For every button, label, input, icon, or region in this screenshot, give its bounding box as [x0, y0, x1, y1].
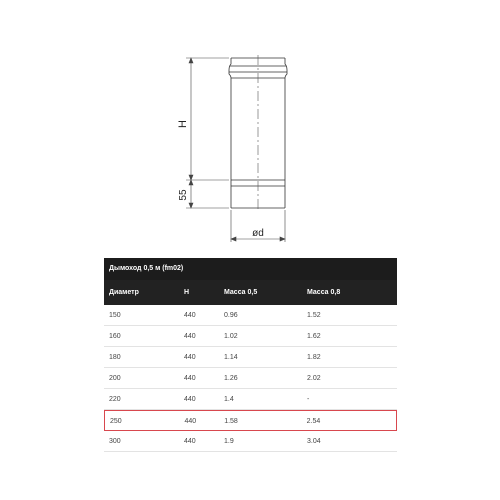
cell-mass-08: 1.52	[307, 312, 321, 319]
spec-table	[104, 258, 397, 452]
cell-h: 440	[184, 354, 196, 361]
cell-mass-05: 1.26	[224, 375, 238, 382]
cell-diameter: 220	[109, 396, 121, 403]
table-row	[104, 389, 397, 410]
cell-mass-08: 3.04	[307, 438, 321, 445]
cell-diameter: 200	[109, 375, 121, 382]
dimension-h	[189, 58, 193, 180]
header-h: H	[184, 289, 190, 296]
cell-mass-08: 2.02	[307, 375, 321, 382]
table-header	[104, 280, 397, 305]
extension-lines	[186, 58, 285, 242]
table-row	[104, 305, 397, 326]
table-title: Дымоход 0,5 м (fm02)	[104, 258, 397, 280]
cell-diameter: 150	[109, 312, 121, 319]
table-row	[104, 326, 397, 347]
cell-h: 440	[184, 312, 196, 319]
cell-mass-05: 0.96	[224, 312, 238, 319]
cell-mass-08: 2.54	[306, 418, 321, 425]
cell-h: 440	[184, 418, 197, 425]
diameter-label: ød	[252, 228, 264, 239]
table-row-highlighted	[104, 410, 397, 431]
table-row	[104, 431, 397, 452]
table-row	[104, 347, 397, 368]
cell-h: 440	[184, 396, 196, 403]
cell-mass-08: -	[307, 396, 310, 403]
cell-mass-05: 1.58	[224, 418, 238, 425]
cell-h: 440	[184, 375, 196, 382]
cell-diameter: 300	[109, 438, 121, 445]
cell-mass-05: 1.9	[224, 438, 234, 445]
cell-mass-05: 1.4	[224, 396, 234, 403]
cell-mass-08: 1.62	[307, 333, 321, 340]
cell-diameter: 250	[110, 418, 122, 425]
cell-mass-08: 1.82	[307, 354, 321, 361]
header-diameter: Диаметр	[109, 289, 139, 296]
dimension-55	[189, 180, 193, 208]
height-label: H	[177, 120, 189, 128]
cell-mass-05: 1.02	[224, 333, 238, 340]
cell-h: 440	[184, 438, 196, 445]
socket-height-label: 55	[178, 189, 189, 201]
cell-mass-05: 1.14	[224, 354, 238, 361]
cell-diameter: 160	[109, 333, 121, 340]
header-mass-05: Масса 0,5	[224, 289, 258, 296]
header-mass-08: Масса 0,8	[307, 289, 341, 296]
table-row	[104, 368, 397, 389]
cell-diameter: 180	[109, 354, 121, 361]
cell-h: 440	[184, 333, 196, 340]
